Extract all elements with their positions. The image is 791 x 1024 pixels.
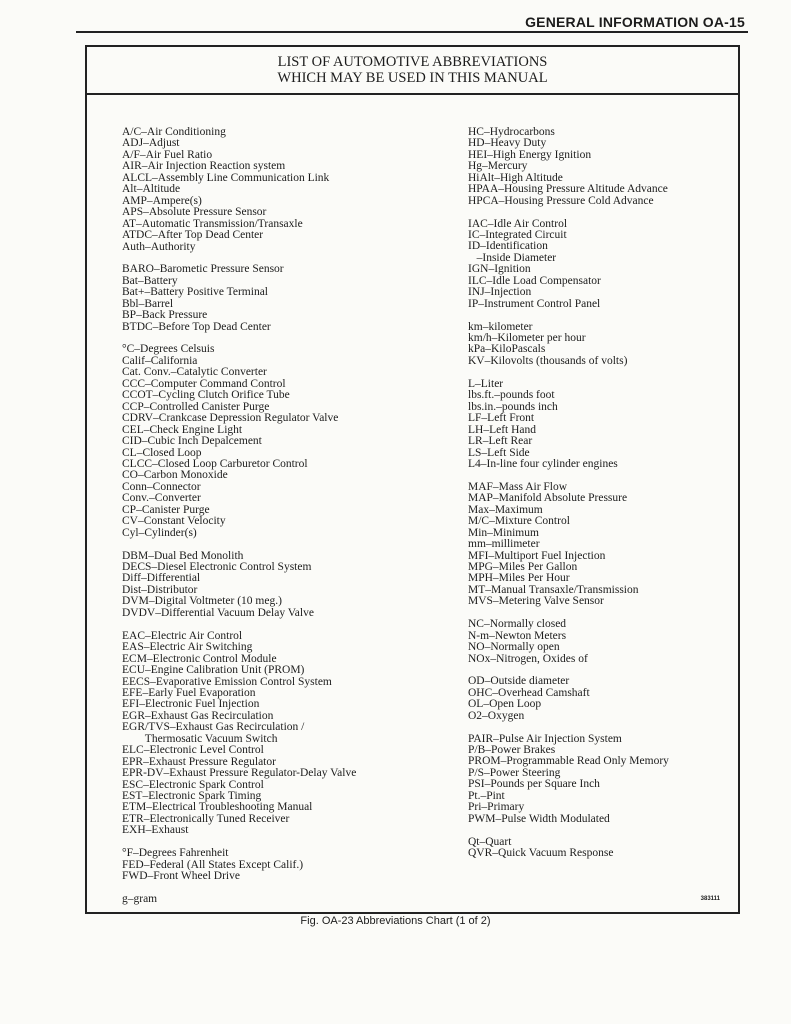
abbreviation-entry: IAC–Idle Air Control (468, 217, 568, 230)
abbreviation-group (122, 264, 422, 333)
abbreviation-entry: km–kilometer (468, 320, 533, 333)
abbreviation-group (468, 837, 728, 860)
abbreviation-entry: Bat–Battery (122, 274, 178, 287)
abbreviation-entry: Conn–Connector (122, 480, 201, 493)
abbreviation-group (468, 379, 728, 471)
abbreviation-entry: lbs.in.–pounds inch (468, 400, 558, 413)
abbreviation-entry: ILC–Idle Load Compensator (468, 274, 601, 287)
abbreviation-entry: HiAlt–High Altitude (468, 171, 563, 184)
chart-title (87, 47, 738, 95)
abbreviation-entry: MAP–Manifold Absolute Pressure (468, 492, 628, 505)
abbreviation-entry: Alt–Altitude (122, 183, 181, 196)
abbreviation-entry: CL–Closed Loop (122, 446, 202, 459)
abbreviation-entry: BARO–Barometic Pressure Sensor (122, 263, 284, 276)
abbreviation-entry: CLCC–Closed Loop Carburetor Control (122, 458, 308, 471)
abbreviation-entry: IGN–Ignition (468, 263, 531, 276)
abbreviation-entry: ETR–Electronically Tuned Receiver (122, 812, 290, 825)
abbreviation-group (468, 127, 728, 207)
abbreviation-entry: CEL–Check Engine Light (122, 423, 243, 436)
abbreviation-entry: EFE–Early Fuel Evaporation (122, 686, 256, 699)
abbreviation-entry: MPH–Miles Per Hour (468, 572, 570, 585)
abbreviation-entry: °F–Degrees Fahrenheit (122, 847, 229, 860)
abbreviation-entry: FWD–Front Wheel Drive (122, 870, 240, 883)
abbreviation-entry: IP–Instrument Control Panel (468, 297, 601, 310)
abbreviation-entry: IC–Integrated Circuit (468, 229, 567, 242)
abbreviation-entry: HPCA–Housing Pressure Cold Advance (468, 194, 654, 207)
abbreviation-group (468, 219, 728, 311)
abbreviation-entry: ADJ–Adjust (122, 137, 180, 150)
abbreviation-entry: CCOT–Cycling Clutch Orifice Tube (122, 389, 290, 402)
abbreviation-entry: Cat. Conv.–Catalytic Converter (122, 366, 267, 379)
abbreviation-entry: HC–Hydrocarbons (468, 126, 555, 138)
abbreviation-entry: ID–Identification (468, 240, 548, 253)
abbreviation-entry: APS–Absolute Pressure Sensor (122, 206, 267, 219)
abbreviation-entry: CCC–Computer Command Control (122, 377, 286, 390)
abbreviation-entry: ATDC–After Top Dead Center (122, 229, 264, 242)
abbreviation-entry: ECM–Electronic Control Module (122, 652, 277, 665)
abbreviation-entry: NOx–Nitrogen, Oxides of (468, 652, 588, 665)
abbreviation-entry: PWM–Pulse Width Modulated (468, 812, 610, 825)
abbreviation-group (122, 894, 422, 905)
abbreviation-entry: Diff–Differential (122, 572, 201, 585)
abbreviation-entry: L–Liter (468, 377, 504, 390)
abbreviation-entry: DBM–Dual Bed Monolith (122, 549, 244, 562)
abbreviation-entry: AT–Automatic Transmission/Transaxle (122, 217, 303, 230)
abbreviation-entry: EXH–Exhaust (122, 824, 189, 837)
abbreviation-group (468, 734, 728, 826)
abbreviation-entry: EPR-DV–Exhaust Pressure Regulator-Delay Valve (122, 767, 357, 780)
abbreviation-entry: Thermosatic Vacuum Switch (122, 732, 278, 745)
abbreviation-entry: ETM–Electrical Troubleshooting Manual (122, 801, 313, 814)
abbreviation-entry: MFI–Multiport Fuel Injection (468, 549, 606, 562)
abbreviation-entry: EECS–Evaporative Emission Control System (122, 675, 332, 688)
abbreviation-entry: PSI–Pounds per Square Inch (468, 778, 600, 791)
abbreviation-entry: ELC–Electronic Level Control (122, 744, 264, 757)
left-column (122, 127, 422, 917)
abbreviation-entry: Cyl–Cylinder(s) (122, 526, 197, 539)
abbreviation-entry: DVDV–Differential Vacuum Delay Valve (122, 606, 314, 619)
abbreviation-entry: M/C–Mixture Control (468, 515, 570, 528)
page-header: GENERAL INFORMATION OA-15 (525, 14, 745, 30)
abbreviation-entry: KV–Kilovolts (thousands of volts) (468, 354, 628, 367)
abbreviation-entry: DVM–Digital Voltmeter (10 meg.) (122, 595, 282, 608)
abbreviation-entry: Bat+–Battery Positive Terminal (122, 286, 269, 299)
abbreviation-entry: Dist–Distributor (122, 583, 198, 596)
abbreviation-entry: LR–Left Rear (468, 435, 533, 448)
abbreviation-group (468, 676, 728, 722)
abbreviation-group (122, 848, 422, 882)
abbreviation-entry: AMP–Ampere(s) (122, 194, 202, 207)
abbreviation-entry: AIR–Air Injection Reaction system (122, 160, 286, 173)
abbreviation-entry: kPa–KiloPascals (468, 343, 546, 356)
abbreviation-entry: LH–Left Hand (468, 423, 537, 436)
abbreviation-entry: Conv.–Converter (122, 492, 201, 505)
abbreviation-entry: OL–Open Loop (468, 698, 542, 711)
abbreviation-entry: km/h–Kilometer per hour (468, 332, 586, 345)
abbreviation-entry: ALCL–Assembly Line Communication Link (122, 171, 330, 184)
abbreviation-entry: Calif–California (122, 354, 198, 367)
abbreviation-entry: A/C–Air Conditioning (122, 126, 226, 138)
abbreviation-entry: LS–Left Side (468, 446, 530, 459)
abbreviation-entry: MVS–Metering Valve Sensor (468, 595, 604, 608)
abbreviation-entry: Min–Minimum (468, 526, 539, 539)
abbreviation-group (122, 551, 422, 620)
abbreviation-entry: O2–Oxygen (468, 709, 525, 722)
abbreviation-entry: –Inside Diameter (468, 251, 557, 264)
abbreviation-entry: CV–Constant Velocity (122, 515, 226, 528)
abbreviation-group (468, 322, 728, 368)
abbreviation-entry: EFI–Electronic Fuel Injection (122, 698, 260, 711)
abbreviation-entry: MAF–Mass Air Flow (468, 480, 568, 493)
abbreviation-entry: CCP–Controlled Canister Purge (122, 400, 270, 413)
abbreviation-entry: mm–millimeter (468, 538, 540, 551)
abbreviation-entry: PAIR–Pulse Air Injection System (468, 732, 622, 745)
abbreviation-entry: OD–Outside diameter (468, 675, 570, 688)
abbreviation-entry: MT–Manual Transaxle/Transmission (468, 583, 639, 596)
abbreviation-entry: NC–Normally closed (468, 618, 567, 631)
abbreviation-group (122, 631, 422, 837)
abbreviation-entry: EAC–Electric Air Control (122, 629, 243, 642)
abbreviation-entry: PROM–Programmable Read Only Memory (468, 755, 669, 768)
abbreviation-entry: CP–Canister Purge (122, 503, 210, 516)
abbreviation-entry: LF–Left Front (468, 412, 535, 425)
abbreviation-entry: Qt–Quart (468, 835, 512, 848)
abbreviation-entry: EGR/TVS–Exhaust Gas Recirculation / (122, 721, 305, 734)
abbreviation-entry: HPAA–Housing Pressure Altitude Advance (468, 183, 668, 196)
abbreviation-entry: Max–Maximum (468, 503, 543, 516)
abbreviation-entry: N-m–Newton Meters (468, 629, 567, 642)
abbreviation-entry: Pri–Primary (468, 801, 525, 814)
abbreviation-entry: NO–Normally open (468, 641, 560, 654)
abbreviation-entry: DECS–Diesel Electronic Control System (122, 561, 312, 574)
abbreviation-entry: Bbl–Barrel (122, 297, 174, 310)
abbreviation-entry: Pt.–Pint (468, 789, 505, 802)
abbreviation-entry: FED–Federal (All States Except Calif.) (122, 858, 304, 871)
abbreviation-entry: CID–Cubic Inch Depalcement (122, 435, 262, 448)
abbreviation-entry: ESC–Electronic Spark Control (122, 778, 264, 791)
abbreviation-entry: OHC–Overhead Camshaft (468, 686, 590, 699)
abbreviation-entry: EGR–Exhaust Gas Recirculation (122, 709, 274, 722)
chart-title-line-2: WHICH MAY BE USED IN THIS MANUAL (277, 70, 548, 86)
abbreviation-entry: A/F–Air Fuel Ratio (122, 148, 213, 161)
abbreviation-entry: HD–Heavy Duty (468, 137, 547, 150)
header-rule (76, 31, 748, 33)
abbreviation-entry: QVR–Quick Vacuum Response (468, 847, 614, 860)
abbreviation-entry: °C–Degrees Celsuis (122, 343, 215, 356)
abbreviation-entry: CDRV–Crankcase Depression Regulator Valve (122, 412, 339, 425)
right-column (468, 127, 728, 871)
abbreviation-entry: lbs.ft.–pounds foot (468, 389, 555, 402)
abbreviation-entry: Auth–Authority (122, 240, 196, 253)
abbreviation-entry: HEI–High Energy Ignition (468, 148, 592, 161)
figure-code: 383111 (700, 896, 720, 902)
abbreviation-entry: L4–In-line four cylinder engines (468, 457, 618, 470)
abbreviation-group (122, 344, 422, 539)
figure-caption: Fig. OA-23 Abbreviations Chart (1 of 2) (300, 915, 491, 927)
abbreviation-entry: CO–Carbon Monoxide (122, 469, 228, 482)
abbreviation-entry: BP–Back Pressure (122, 309, 208, 322)
abbreviation-entry: EAS–Electric Air Switching (122, 641, 253, 654)
abbreviation-entry: P/B–Power Brakes (468, 744, 556, 757)
abbreviation-chart-frame (85, 45, 740, 914)
abbreviation-entry: ECU–Engine Calibration Unit (PROM) (122, 664, 305, 677)
abbreviation-entry: BTDC–Before Top Dead Center (122, 320, 271, 333)
abbreviation-group (122, 127, 422, 253)
abbreviation-entry: EST–Electronic Spark Timing (122, 790, 262, 803)
abbreviation-group (468, 619, 728, 665)
chart-title-line-1: LIST OF AUTOMOTIVE ABBREVIATIONS (277, 54, 548, 70)
abbreviation-entry: P/S–Power Steering (468, 766, 561, 779)
abbreviation-entry: Hg–Mercury (468, 160, 528, 173)
abbreviation-entry: MPG–Miles Per Gallon (468, 560, 578, 573)
abbreviation-entry: INJ–Injection (468, 286, 532, 299)
abbreviation-group (468, 482, 728, 608)
abbreviation-entry: g–gram (122, 892, 158, 905)
abbreviation-entry: EPR–Exhaust Pressure Regulator (122, 755, 276, 768)
